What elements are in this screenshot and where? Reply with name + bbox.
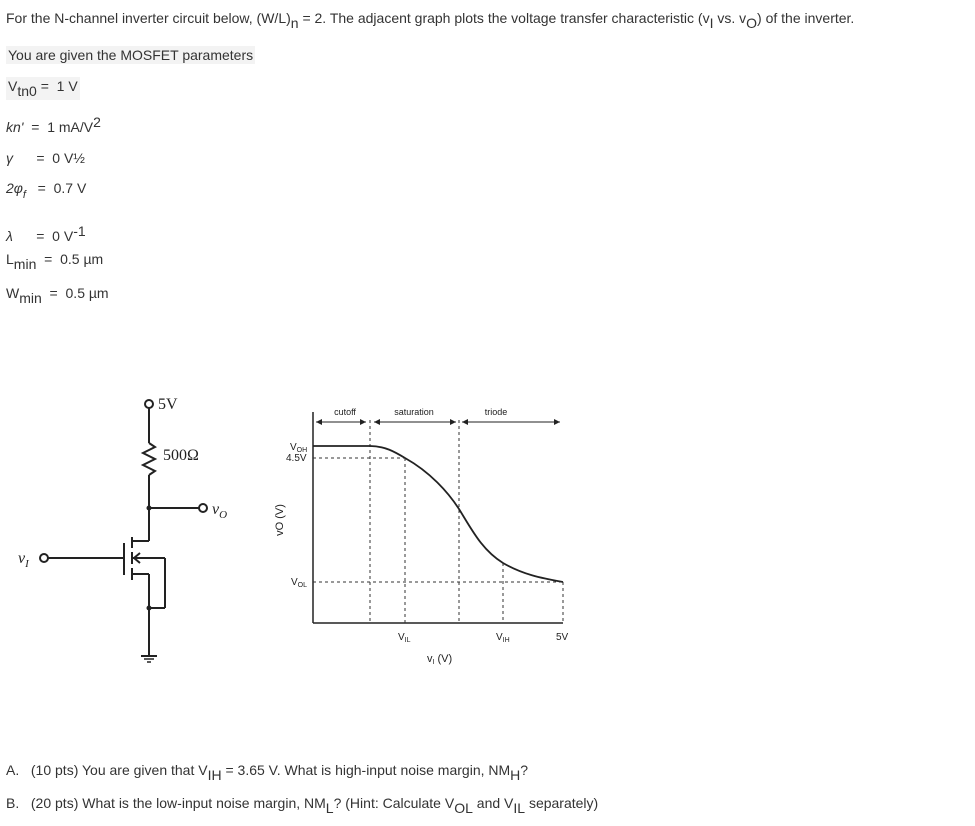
- param-kn: kn' = 1 $mA/V^2$: [6, 114, 101, 135]
- vih-label: $V_{IH}$: [496, 632, 510, 644]
- resistor-label: 500Ω: [163, 447, 199, 464]
- given-heading: You are given the MOSFET parameters: [8, 47, 254, 63]
- intro-text: For the N-channel inverter circuit below, $(W/L)_n = 2$. The adjacent graph plots the voltage transfer characteristic ($v_I$ vs. $v_O$) of the inverter.: [6, 10, 855, 31]
- y-axis-label: vO (V): [274, 504, 286, 536]
- param-lambda: λ = 0 $V^{-1}$: [6, 223, 86, 244]
- param-gamma: γ = 0 V½: [6, 150, 85, 166]
- vi-terminal: [40, 554, 48, 562]
- vtc-curve: [313, 446, 563, 582]
- guide-lines: [313, 420, 563, 623]
- param-wmin: $W_{min} = 0.5$ µm: [6, 285, 109, 306]
- region-cutoff: cutoff: [334, 407, 356, 417]
- inverter-circuit: [40, 400, 207, 662]
- vdd-label: 5V: [158, 396, 178, 413]
- region-saturation: saturation: [394, 407, 434, 417]
- vil-label: $V_{IL}$: [398, 632, 411, 644]
- question-b: B. (20 pts) What is the low-input noise margin, $NM_L$? (Hint: Calculate $V_{OL}$ and $V_{IL}$ separately): [6, 795, 599, 816]
- param-vtn0: $V_{tn0} = 1$ V: [8, 78, 78, 99]
- x-axis-label: vI (V): [427, 653, 453, 666]
- voh-label: $V_{OH}$: [290, 442, 308, 454]
- vo-label: $v_O$: [212, 501, 228, 521]
- vol-label: $V_{OL}$: [291, 577, 308, 589]
- question-a: A. (10 pts) You are given that $V_{IH} = 3.65$ V. What is high-input noise margin, $NM_H$?: [6, 762, 529, 783]
- vtc-graph: [274, 407, 569, 666]
- v45-label: 4.5V: [286, 453, 307, 464]
- resistor: [143, 443, 155, 475]
- region-triode: triode: [484, 407, 508, 417]
- x-5v-label: 5V: [556, 632, 569, 643]
- param-lmin: $L_{min} = 0.5$ µm: [6, 251, 104, 272]
- vi-label: $v_I$: [18, 550, 29, 570]
- vo-terminal: [199, 504, 207, 512]
- vdd-terminal: [145, 400, 153, 408]
- param-2phif: $2\varphi_f = 0.7$ V: [6, 180, 87, 201]
